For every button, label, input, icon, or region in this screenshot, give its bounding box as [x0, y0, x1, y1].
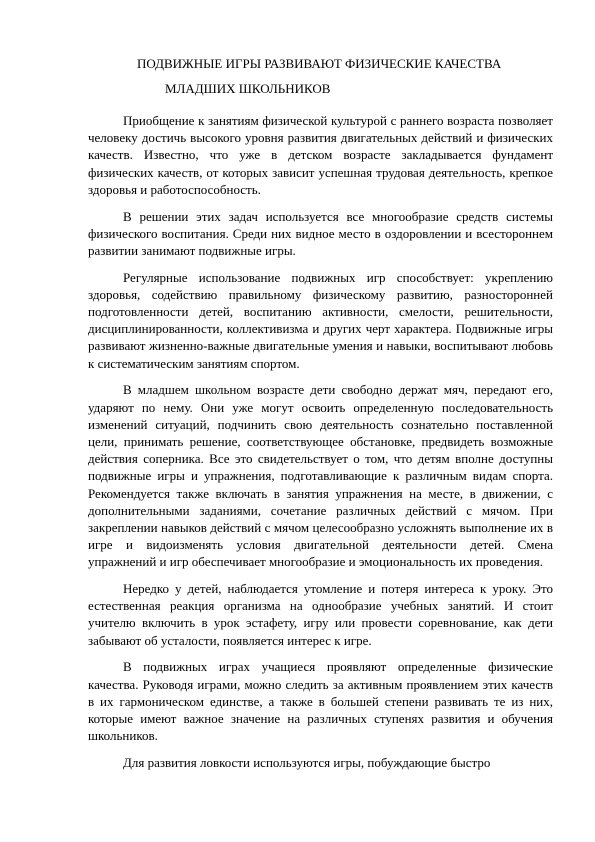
paragraph-partial: Для развития ловкости используются игры, побуждающие быстро — [123, 754, 491, 770]
document-title-line-1: ПОДВИЖНЫЕ ИГРЫ РАЗВИВАЮТ ФИЗИЧЕСКИЕ КАЧЕСТВА — [137, 56, 502, 71]
paragraph: В решении этих задач используется все многообразие средств системы физического воспитания. Среди них видное место в оздоровлении и всестороннем развитии занимают подвижные игры. — [88, 208, 553, 258]
document-body — [88, 112, 553, 781]
paragraph: Нередко у детей, наблюдается утомление и потеря интереса к уроку. Это естественная реакция организма на однообразие учебных занятий. И стоит учителю включить в урок эстафету, игру или провести соревнование, как дети забывают об усталости, появляется интерес к игре. — [88, 581, 553, 648]
paragraph: Приобщение к занятиям физической культурой с раннего возраста позволяет человеку достичь высокого уровня развития двигательных действий и физических качеств. Известно, что уже в детском возрасте закладывается фундамент физических качеств, от которых зависит успешная трудовая деятельность, крепкое здоровья и работоспособность. — [88, 113, 553, 197]
paragraph: В младшем школьном возрасте дети свободно держат мяч, передают его, ударяют по нему. Они уже могут освоить определенную последовательность изменений ситуаций, подчинить свою деятельность сознательно поставленной цели, принимать решение, соответствующее обстановке, предвидеть возможные действия соперника. Все это свидетельствует о том, что детям вполне доступны подвижные игры и упражнения, подготавливающие к различным видам спорта. Рекомендуется также включать в занятия упражнения на месте, в движении, с дополнительными заданиями, сочетание различных действий с мячом. При закреплении навыков действий с мячом целесообразно усложнять выполнение их в игре и видоизменять условия двигательной деятельности детей. Смена упражнений и игр обеспечивает многообразие и эмоциональность их проведения. — [88, 382, 553, 570]
paragraph: Регулярные использование подвижных игр способствует: укреплению здоровья, содействию правильному физическому развитию, разносторонней подготовленности детей, воспитанию активности, смелости, решительности, дисциплинированности, коллективизма и других черт характера. Подвижные игры развивают жизненно-важные двигательные умения и навыки, воспитывают любовь к систематическим занятиям спортом. — [88, 269, 553, 371]
document-title-line-2: МЛАДШИХ ШКОЛЬНИКОВ — [165, 81, 331, 96]
paragraph: В подвижных играх учащиеся проявляют определенные физические качества. Руководя играми, можно следить за активным проявлением этих качеств в их гармоническом единстве, а также в большей степени развивать те из них, которые имеют важное значение на различных ступенях развития и обучения школьников. — [88, 659, 553, 744]
